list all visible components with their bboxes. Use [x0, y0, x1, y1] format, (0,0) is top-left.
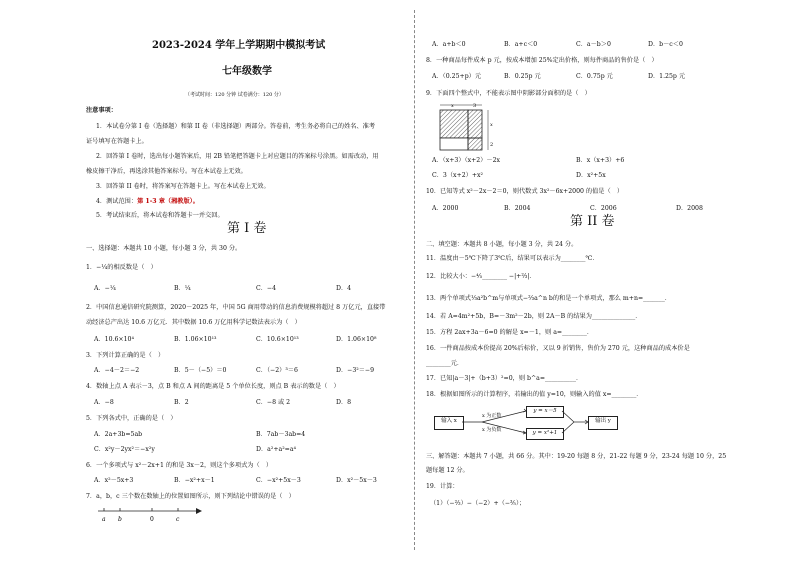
note-5: 5．考试结束后，将本试卷和答题卡一并交回。	[96, 212, 224, 219]
note-4	[96, 198, 199, 206]
flow-cond-negative: x 为负数	[482, 427, 502, 433]
note-3: 3．回答第 II 卷时，将答案写在答题卡上。写在本试卷上无效。	[96, 183, 270, 190]
q1-opt-a: A．−¼	[94, 285, 116, 292]
q2-opt-c: C．10.6×10¹³	[256, 336, 299, 343]
q9-opt-a: A．（x+3）（x+2）－2x	[432, 157, 501, 164]
q7-stem: 7．a，b，c 三个数在数轴上的位置如图所示，则下列结论中错误的是（ ）	[86, 493, 295, 500]
exam-title: 2023-2024 学年上学期期中模拟考试	[152, 40, 326, 51]
q3-stem: 3．下列计算正确的是（ ）	[86, 352, 165, 359]
q4-stem: 4．数轴上点 A 表示－3，点 B 和点 A 间的距离是 5 个单位长度，则点 B 表示的数是（ ）	[86, 383, 340, 390]
note-2b: 橡皮擦干净后，再选涂其他答案标号。写在本试卷上无效。	[86, 168, 247, 175]
q9-figure	[432, 100, 502, 152]
notes-heading: 注意事项：	[86, 107, 117, 114]
note-1a: 1．本试卷分第 I 卷（选择题）和第 II 卷（非选择题）两部分。答卷前，考生务必将自己的姓名、准考	[96, 123, 376, 130]
q15: 15．方程 2ax+3a－6=0 的解是 x=－1，则 a=________．	[426, 329, 594, 336]
q3-opt-d: D．−3²＝−9	[336, 367, 375, 374]
q7-opt-d: D．b－c＜0	[648, 41, 683, 48]
q6-opt-a: A．x²－5x+3	[94, 477, 134, 484]
q17: 17．已知|a－3|+（b+3）²=0，则 b^a=__________．	[426, 375, 583, 382]
q9-label-x-top: x	[451, 103, 454, 109]
q18: 18．根据如图所示的计算程序，若输出的值 y=10，则输入的值 x=________．	[426, 391, 643, 398]
exam-subject: 七年级数学	[222, 66, 272, 77]
q9-stem: 9．下面四个整式中，不能表示图中阴影部分面积的是（ ）	[426, 90, 591, 97]
part1-section: 一、选择题：本题共 10 小题，每小题 3 分，共 30 分。	[86, 245, 242, 252]
q1-stem: 1．−¼的相反数是（ ）	[86, 264, 157, 271]
q4-opt-d: D．8	[336, 399, 352, 406]
q10-opt-b: B．2004	[504, 205, 531, 212]
q8-opt-d: D．1.25p 元	[648, 73, 686, 80]
flow-func-1: y = x－5	[526, 406, 564, 418]
q5-opt-c: C．x²y－2yx²＝−x²y	[94, 446, 155, 453]
q9-label-2: 2	[490, 142, 494, 148]
q16-line-2: ________元．	[426, 360, 464, 367]
q6-opt-b: B．−x²+x－1	[174, 477, 215, 484]
q2-opt-d: D．1.06×10⁸	[336, 336, 377, 343]
flow-output-box: 输出 y	[588, 416, 618, 430]
q7-label-c: c	[176, 516, 180, 523]
flow-func-2: y = x²+1	[526, 428, 564, 440]
q9-opt-c: C．3（x+2）+x²	[432, 172, 483, 179]
q9-opt-b: B．x（x+3）+6	[576, 157, 625, 164]
q6-opt-d: D．x²－5x－3	[336, 477, 377, 484]
flow-cond-positive: x 为正数	[482, 413, 502, 419]
q5-opt-d: D．a²+a²=a⁴	[256, 446, 297, 453]
q1-opt-d: D．4	[336, 285, 352, 292]
note-4-label: 4．测试范围：	[96, 198, 138, 205]
q3-opt-b: B．5－（−5）＝0	[174, 367, 227, 374]
q16-line-1: 16．一件商品按成本价提高 20%后标价，又以 9 折销售，售价为 270 元，这种商品的成本价是	[426, 345, 690, 352]
q5-opt-b: B．7ab－3ab=4	[256, 431, 306, 438]
q7-opt-c: C．a－b＞0	[576, 41, 611, 48]
note-4-scope: 第 1-3 章（湘教版）。	[137, 198, 199, 205]
flow-arrows	[462, 400, 592, 445]
q4-opt-b: B．2	[174, 399, 189, 406]
q4-opt-a: A．−8	[94, 399, 114, 406]
part1-title: 第 I 卷	[227, 221, 267, 236]
q19-part-1: （1）（−⅔）−（−2）+（−⅗）；	[430, 500, 526, 507]
q8-stem: 8．一种商品每件成本 p 元，按成本增加 25%定出价格，则每件商品的售价是（ ）	[426, 57, 658, 64]
q9-opt-d: D．x²+5x	[576, 172, 606, 179]
right-column	[422, 0, 727, 562]
q7-opt-b: B．a+c＜0	[504, 41, 538, 48]
q4-opt-c: C．−8 或 2	[256, 399, 291, 406]
q3-opt-c: C．（−2）³＝6	[256, 367, 298, 374]
q8-opt-a: A．（0.25+p）元	[432, 73, 482, 80]
left-column	[82, 0, 412, 562]
q14: 14．若 A=4m²+5b，B=－3m²－2b，则 2A－B 的结果为______________．	[426, 313, 642, 320]
q1-opt-c: C．−4	[256, 285, 277, 292]
q7-number-line	[96, 505, 206, 525]
part3-line-2: 题每题 12 分。	[426, 467, 469, 474]
q9-label-x-side: x	[490, 122, 493, 128]
q7-opt-a: A．a+b＜0	[432, 41, 466, 48]
q1-opt-b: B．¼	[174, 285, 191, 292]
part2-section: 二、填空题：本题共 8 小题，每小题 3 分，共 24 分。	[426, 241, 578, 248]
column-divider	[414, 10, 415, 550]
note-2a: 2．回答第 I 卷时，选出每小题答案后，用 2B 铅笔把答题卡上对应题目的答案标号涂黑。如需改动，用	[96, 153, 379, 160]
q10-opt-c: C．2006	[590, 205, 617, 212]
q19-stem: 19．计算：	[426, 483, 459, 490]
q2-stem-2: 动经济总产出达 10.6 万亿元．其中数据 10.6 万亿用科学记数法表示为（ ）	[86, 319, 301, 326]
exam-info: （考试时间：120 分钟 试卷满分：120 分）	[185, 92, 284, 98]
note-1b: 证号填写在答题卡上。	[86, 138, 148, 145]
q5-opt-a: A．2a+3b=5ab	[94, 431, 143, 438]
q8-opt-c: C．0.75p 元	[576, 73, 613, 80]
q2-opt-a: A．10.6×10⁴	[94, 336, 134, 343]
q12: 12．比较大小：−⁴⁄₅________ −|+⅔|．	[426, 273, 536, 280]
q2-opt-b: B．1.06×10¹³	[174, 336, 217, 343]
q7-label-b: b	[118, 516, 122, 523]
q6-stem: 6．一个多项式与 x²－2x+1 的和是 3x－2，则这个多项式为（ ）	[86, 462, 273, 469]
q10-opt-d: D．2008	[676, 205, 703, 212]
q11: 11．温度由－5℃下降了3℃后，结果可以表示为________℃．	[426, 255, 599, 262]
q5-stem: 5．下列各式中，正确的是（ ）	[86, 415, 177, 422]
q10-stem: 10．已知等式 x²－2x－2＝0，则代数式 3x²－6x+2000 的值是（ ）	[426, 188, 624, 195]
q6-opt-c: C．−x²+5x－3	[256, 477, 301, 484]
q2-stem-1: 2．中国信息通信研究院测算，2020－2025 年，中国 5G 商用带动的信息消费规模将超过 8 万亿元，直接带	[86, 304, 386, 311]
part2-title: 第 II 卷	[570, 214, 615, 229]
q3-opt-a: A．−4－2＝−2	[94, 367, 140, 374]
q10-opt-a: A．2000	[432, 205, 459, 212]
q7-label-a: a	[102, 516, 106, 523]
flow-input-box: 输入 x	[434, 416, 464, 430]
part3-line-1: 三、解答题：本题共 7 小题，共 66 分。其中：19-20 每题 8 分，21-22 每题 9 分，23-24 每题 10 分，25	[426, 453, 727, 460]
q13: 13．两个单项式⅓a²b^m与单项式−⅔a^n b的和是一个单项式，那么 m+n=_______．	[426, 295, 671, 302]
q9-label-3: 3	[473, 103, 477, 109]
q8-opt-b: B．0.25p 元	[504, 73, 541, 80]
q7-label-0: 0	[150, 516, 154, 523]
